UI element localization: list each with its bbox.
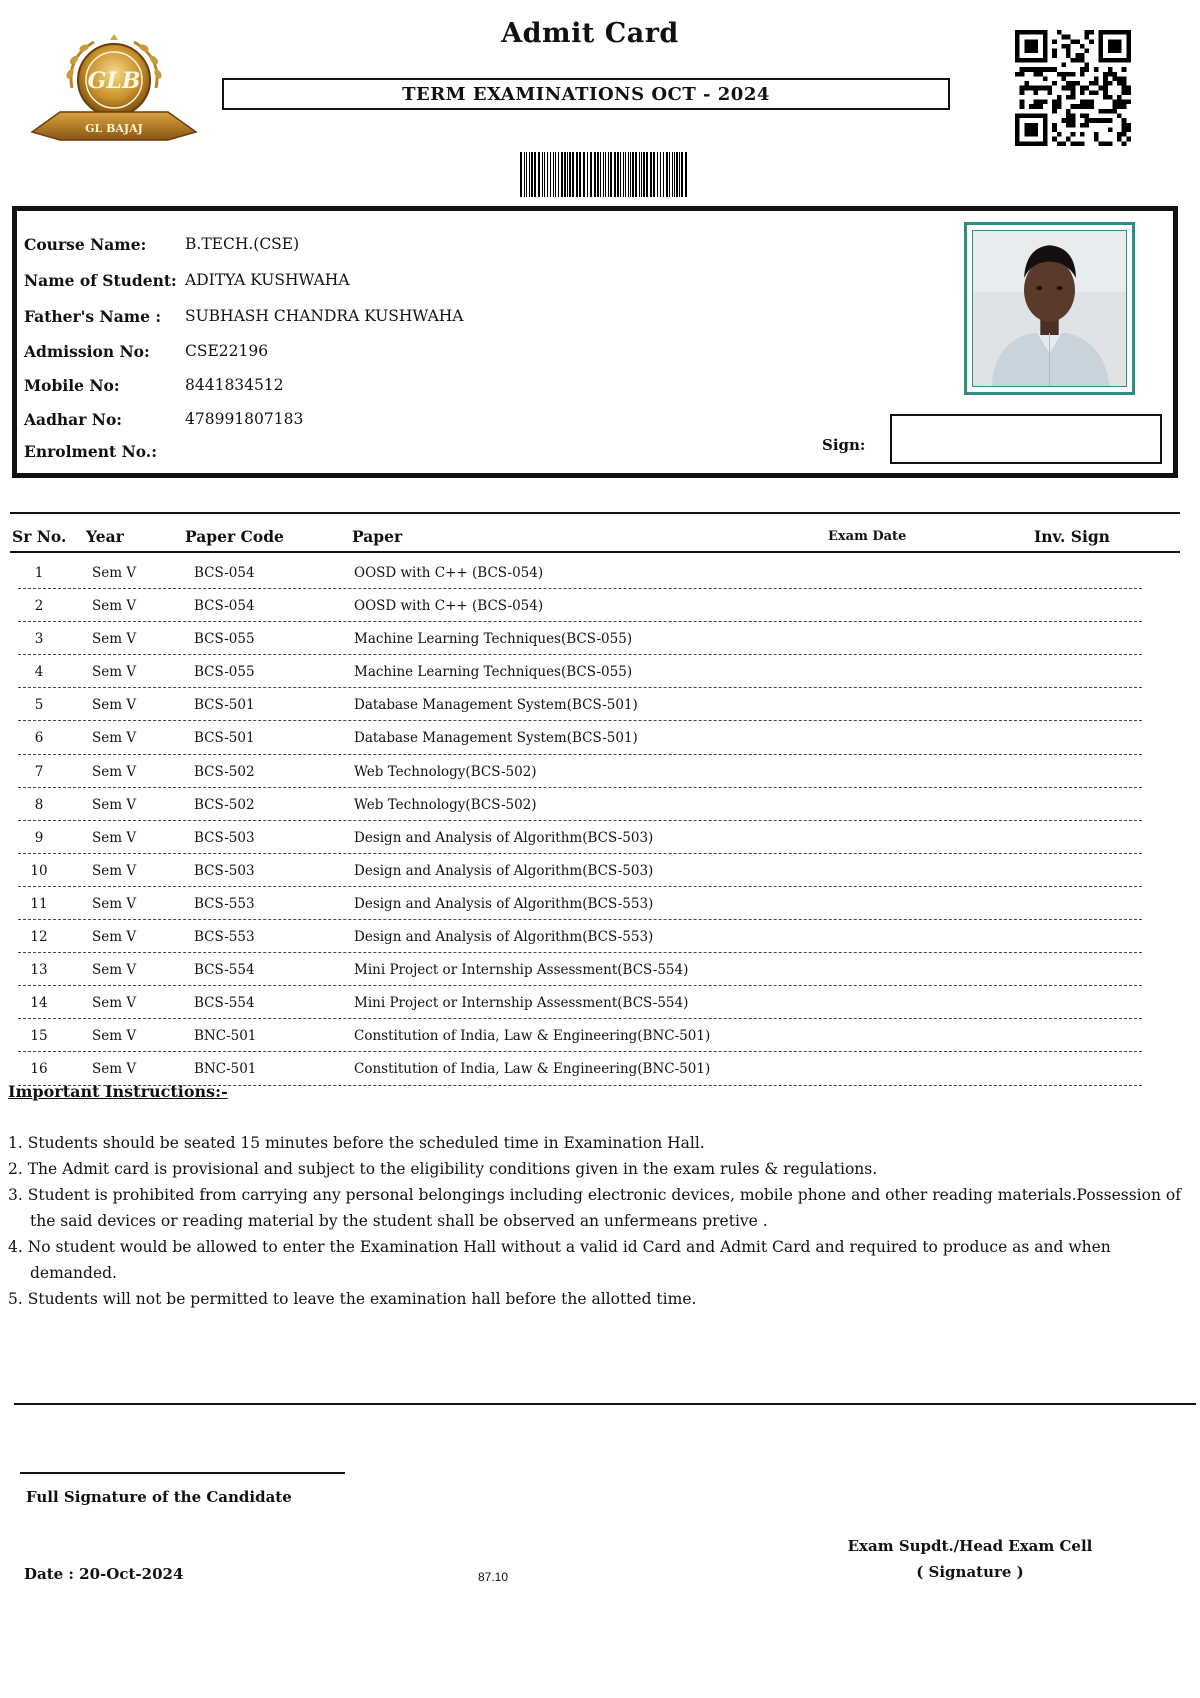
- cell-paper: OOSD with C++ (BCS-054): [354, 565, 544, 581]
- document-code: 87.10: [478, 1570, 509, 1584]
- cell-paper-code: BCS-501: [194, 730, 255, 747]
- cell-sr: 14: [30, 995, 48, 1012]
- course-name-label: Course Name:: [24, 235, 147, 254]
- col-header-year: Year: [86, 527, 124, 546]
- issue-date: Date : 20-Oct-2024: [24, 1565, 184, 1583]
- table-top-rule: [10, 512, 1180, 514]
- mobile-no-value: 8441834512: [185, 376, 284, 394]
- cell-year: Sem V: [92, 929, 137, 946]
- table-row: [18, 953, 1142, 986]
- table-header-rule: [10, 551, 1180, 553]
- father-name-value: SUBHASH CHANDRA KUSHWAHA: [185, 307, 464, 325]
- cell-year: Sem V: [92, 895, 137, 912]
- cell-year: Sem V: [92, 697, 137, 714]
- candidate-signature-line: [20, 1472, 345, 1474]
- admission-no-value: CSE22196: [185, 342, 269, 360]
- cell-paper: Mini Project or Internship Assessment(BCS-554): [354, 962, 689, 979]
- course-name-value: B.TECH.(CSE): [185, 235, 300, 253]
- cell-year: Sem V: [92, 1061, 137, 1078]
- cell-year: Sem V: [92, 862, 137, 879]
- table-row: [18, 821, 1142, 854]
- cell-paper: Machine Learning Techniques(BCS-055): [354, 631, 633, 648]
- cell-paper: Machine Learning Techniques(BCS-055): [354, 664, 633, 681]
- cell-paper-code: BCS-501: [194, 697, 255, 714]
- instructions-title: Important Instructions:-: [8, 1082, 228, 1101]
- cell-paper: Database Management System(BCS-501): [354, 697, 638, 714]
- college-logo: [26, 28, 202, 146]
- cell-sr: 12: [30, 929, 48, 946]
- cell-sr: 3: [34, 631, 44, 648]
- table-row: [18, 1019, 1142, 1052]
- cell-paper-code: BCS-503: [194, 829, 255, 846]
- cell-paper: Constitution of India, Law & Engineering(BNC-501): [354, 1061, 711, 1078]
- cell-paper-code: BCS-054: [194, 565, 255, 581]
- cell-paper: Design and Analysis of Algorithm(BCS-503): [354, 862, 654, 879]
- student-photo: [964, 222, 1135, 395]
- aadhar-no-value: 478991807183: [185, 410, 304, 428]
- cell-paper-code: BCS-503: [194, 862, 255, 879]
- cell-sr: 7: [34, 763, 44, 780]
- signature-box: [890, 414, 1162, 464]
- cell-paper-code: BCS-502: [194, 763, 255, 780]
- logo-text: GL BAJAJ: [85, 122, 143, 135]
- cell-sr: 11: [30, 895, 48, 912]
- cell-paper-code: BCS-554: [194, 962, 255, 979]
- papers-table-body: [18, 556, 1142, 1086]
- cell-paper-code: BCS-055: [194, 664, 255, 681]
- exam-supdt-signature-label: ( Signature ): [916, 1563, 1024, 1581]
- instructions-list: [8, 1130, 1183, 1312]
- table-row: [18, 1052, 1142, 1085]
- exam-supdt-signature: [820, 1533, 1120, 1585]
- instruction-item: 3. Student is prohibited from carrying any personal belongings including electronic devices, mobile phone and other reading materials.Possession of the said devices or reading material by the student shall be observed an unfermeans pretive .: [8, 1186, 1181, 1230]
- table-row: [18, 788, 1142, 821]
- student-name-label: Name of Student:: [24, 271, 177, 290]
- cell-year: Sem V: [92, 763, 137, 780]
- cell-paper-code: BCS-055: [194, 631, 255, 648]
- cell-year: Sem V: [92, 664, 137, 681]
- cell-sr: 8: [34, 796, 44, 813]
- table-row: [18, 920, 1142, 953]
- cell-paper: Web Technology(BCS-502): [354, 763, 537, 780]
- table-row: [18, 755, 1142, 788]
- col-header-sr: Sr No.: [12, 527, 67, 546]
- table-row: [18, 986, 1142, 1019]
- candidate-signature-label: Full Signature of the Candidate: [26, 1488, 292, 1506]
- cell-year: Sem V: [92, 565, 137, 581]
- table-row: [18, 887, 1142, 920]
- table-row: [18, 622, 1142, 655]
- admission-no-label: Admission No:: [24, 342, 150, 361]
- table-row: [18, 854, 1142, 887]
- student-name-value: ADITYA KUSHWAHA: [185, 271, 350, 289]
- cell-paper-code: BCS-553: [194, 929, 255, 946]
- page-title: Admit Card: [501, 18, 679, 49]
- cell-sr: 4: [34, 664, 44, 681]
- aadhar-no-label: Aadhar No:: [24, 410, 123, 429]
- table-row: [18, 655, 1142, 688]
- cell-year: Sem V: [92, 995, 137, 1012]
- exam-supdt-title: Exam Supdt./Head Exam Cell: [847, 1537, 1093, 1555]
- cell-paper-code: BNC-501: [194, 1061, 257, 1078]
- cell-year: Sem V: [92, 730, 137, 747]
- term-banner: TERM EXAMINATIONS OCT - 2024: [222, 78, 950, 110]
- cell-year: Sem V: [92, 631, 137, 648]
- cell-paper-code: BCS-054: [194, 598, 255, 615]
- cell-sr: 5: [34, 697, 44, 714]
- cell-paper: Web Technology(BCS-502): [354, 796, 537, 813]
- table-row: [18, 589, 1142, 622]
- cell-paper-code: BNC-501: [194, 1028, 257, 1045]
- instruction-item: 1. Students should be seated 15 minutes before the scheduled time in Examination Hall.: [8, 1134, 705, 1152]
- table-row: [18, 721, 1142, 754]
- instruction-item: 4. No student would be allowed to enter the Examination Hall without a valid id Card and Admit Card and required to produce as and when demanded.: [8, 1238, 1111, 1282]
- cell-paper: Design and Analysis of Algorithm(BCS-503): [354, 829, 654, 846]
- col-header-inv-sign: Inv. Sign: [1034, 527, 1110, 546]
- barcode: [518, 152, 690, 197]
- cell-sr: 1: [34, 565, 44, 581]
- col-header-paper: Paper: [352, 527, 403, 546]
- cell-year: Sem V: [92, 598, 137, 615]
- cell-paper-code: BCS-553: [194, 895, 255, 912]
- cell-paper: Mini Project or Internship Assessment(BCS-554): [354, 995, 689, 1012]
- cell-year: Sem V: [92, 796, 137, 813]
- footer-rule: [14, 1403, 1196, 1405]
- cell-year: Sem V: [92, 962, 137, 979]
- cell-sr: 16: [30, 1061, 48, 1078]
- cell-paper: Design and Analysis of Algorithm(BCS-553): [354, 895, 654, 912]
- cell-sr: 13: [30, 962, 48, 979]
- mobile-no-label: Mobile No:: [24, 376, 120, 395]
- cell-sr: 6: [34, 730, 44, 747]
- cell-sr: 2: [34, 598, 44, 615]
- cell-year: Sem V: [92, 829, 137, 846]
- table-row: [18, 556, 1142, 589]
- table-row: [18, 688, 1142, 721]
- instruction-item: 5. Students will not be permitted to leave the examination hall before the allotted time.: [8, 1290, 697, 1308]
- cell-paper: Constitution of India, Law & Engineering(BNC-501): [354, 1028, 711, 1045]
- sign-label: Sign:: [822, 436, 866, 454]
- cell-paper: OOSD with C++ (BCS-054): [354, 598, 544, 615]
- cell-paper: Database Management System(BCS-501): [354, 730, 638, 747]
- enrolment-no-label: Enrolment No.:: [24, 442, 157, 461]
- father-name-label: Father's Name :: [24, 307, 162, 326]
- col-header-exam-date: Exam Date: [828, 529, 907, 544]
- cell-sr: 9: [34, 829, 44, 846]
- cell-year: Sem V: [92, 1028, 137, 1045]
- instruction-item: 2. The Admit card is provisional and subject to the eligibility conditions given in the exam rules & regulations.: [8, 1160, 878, 1178]
- col-header-code: Paper Code: [185, 527, 284, 546]
- cell-sr: 15: [30, 1028, 48, 1045]
- cell-paper-code: BCS-554: [194, 995, 255, 1012]
- cell-paper-code: BCS-502: [194, 796, 255, 813]
- cell-paper: Design and Analysis of Algorithm(BCS-553): [354, 929, 654, 946]
- qr-code: [1012, 30, 1134, 146]
- cell-sr: 10: [30, 862, 48, 879]
- logo-monogram: GLB: [87, 68, 141, 94]
